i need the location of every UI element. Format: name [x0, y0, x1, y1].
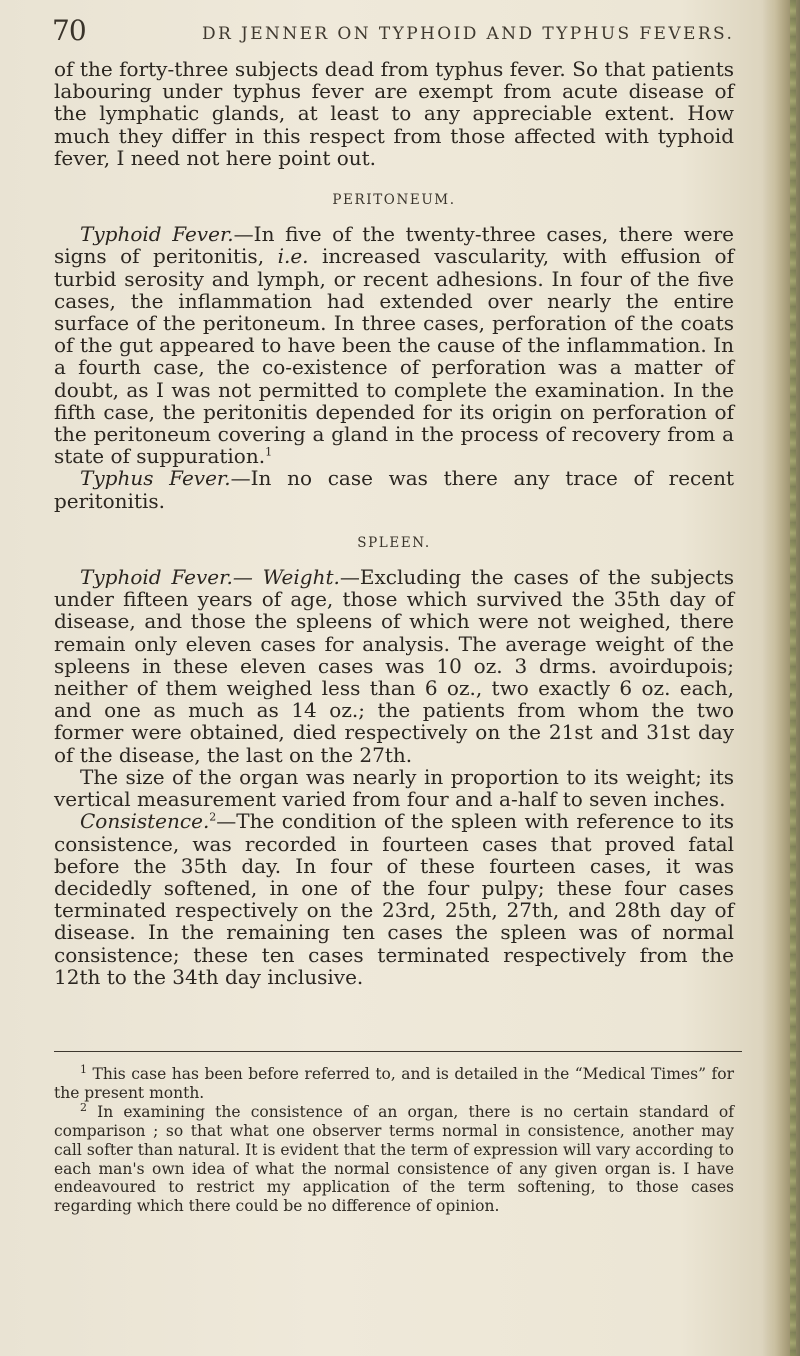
page-header [52, 14, 752, 54]
peritoneum-typhus-paragraph [54, 467, 734, 511]
footnote-rule [54, 1051, 742, 1052]
footnote-text-1: This case has been before referred to, and is detailed in the “Medical Times” for the present month. [54, 1065, 734, 1102]
spleen-weight-paragraph [54, 566, 734, 766]
footnote-mark-2: 2 [80, 1100, 87, 1114]
footnote-text-2: In examining the consistence of an organ, there is no certain standard of comparison ; so that what one observer terms normal in consistence, another may call softer than natural. It is evident that the term of expression will vary according to each man's own idea of what the normal consistence of any given organ is. I have endeavoured to restrict my application of the term softening, to those cases regarding which there could be no difference of opinion. [54, 1102, 734, 1216]
footnote-2 [54, 1100, 734, 1216]
footnote-ref-1[interactable]: 1 [265, 445, 273, 459]
typhus-label: Typhus Fever. [80, 466, 231, 491]
heading-peritoneum: PERITONEUM. [332, 192, 456, 209]
footnote-mark-1: 1 [80, 1062, 87, 1076]
book-edge [762, 0, 800, 1356]
peritoneum-text-2: increased vascularity, with effusion of turbid serosity and lymph, or recent adhesions. In four of the five cases, the inflammation had extended over nearly the entire surface of the peritoneum. In three cases, perforation of the coats of the gut appeared to have been the cause of the inflammation. In a fourth case, the co-existence of perforation was a matter of doubt, as I was not permitted to complete the examination. In the fifth case, the peritonitis depended for its origin on perforation of the peritoneum covering a gland in the process of recovery from a state of suppuration. [54, 244, 734, 469]
ie-label: i.e. [277, 244, 309, 269]
weight-text: —Excluding the cases of the subjects under fifteen years of age, those which survived the 35th day of disease, and those the spleens of which were not weighed, there remain only eleven cases for analysis. The average weight of the spleens in these eleven cases was 10 oz. 3 drms. avoirdupois; neither of them weighed less than 6 oz., two exactly 6 oz. each, and one as much as 14 oz.; the patients from whom the two former were obtained, died respectively on the 21st and 31st day of the disease, the last on the 27th. [54, 565, 734, 767]
running-head: DR JENNER ON TYPHOID AND TYPHUS FEVERS. [202, 24, 735, 44]
typhus-text: —In no case was there any trace of recent peritonitis. [54, 466, 734, 513]
body-text [54, 58, 734, 988]
spleen-size-paragraph: The size of the organ was nearly in proportion to its weight; its vertical measurement varied from four and a-half to seven inches. [54, 764, 734, 812]
heading-spleen: SPLEEN. [357, 534, 431, 551]
footnotes [54, 1062, 734, 1216]
footnote-ref-2[interactable]: 2 [209, 810, 217, 824]
page-number: 70 [52, 14, 86, 47]
consistence-label: Consistence. [80, 809, 210, 834]
typhoid-label: Typhoid Fever. [80, 222, 234, 247]
spleen-consistence-paragraph [54, 810, 734, 988]
weight-label: Typhoid Fever.— Weight. [80, 565, 340, 590]
footnote-1 [54, 1062, 734, 1103]
peritoneum-typhoid-paragraph [54, 223, 734, 467]
intro-paragraph: of the forty-three subjects dead from typhus fever. So that patients labouring under typhus fever are exempt from acute disease of the lymphatic glands, at least to any appreciable extent. How much they differ in this respect from those affected with typhoid fever, I need not here point out. [54, 57, 734, 170]
consistence-text: —The condition of the spleen with reference to its consistence, was recorded in fourteen cases that proved fatal before the 35th day. In four of these fourteen cases, it was decidedly softened, in one of the four pulpy; these four cases terminated respectively on the 23rd, 25th, 27th, and 28th day of disease. In the remaining ten cases the spleen was of normal consistence; these ten cases terminated respectively from the 12th to the 34th day inclusive. [54, 809, 734, 989]
peritoneum-text-1: —In five of the twenty-three cases, there were signs of peritonitis, [54, 222, 734, 269]
